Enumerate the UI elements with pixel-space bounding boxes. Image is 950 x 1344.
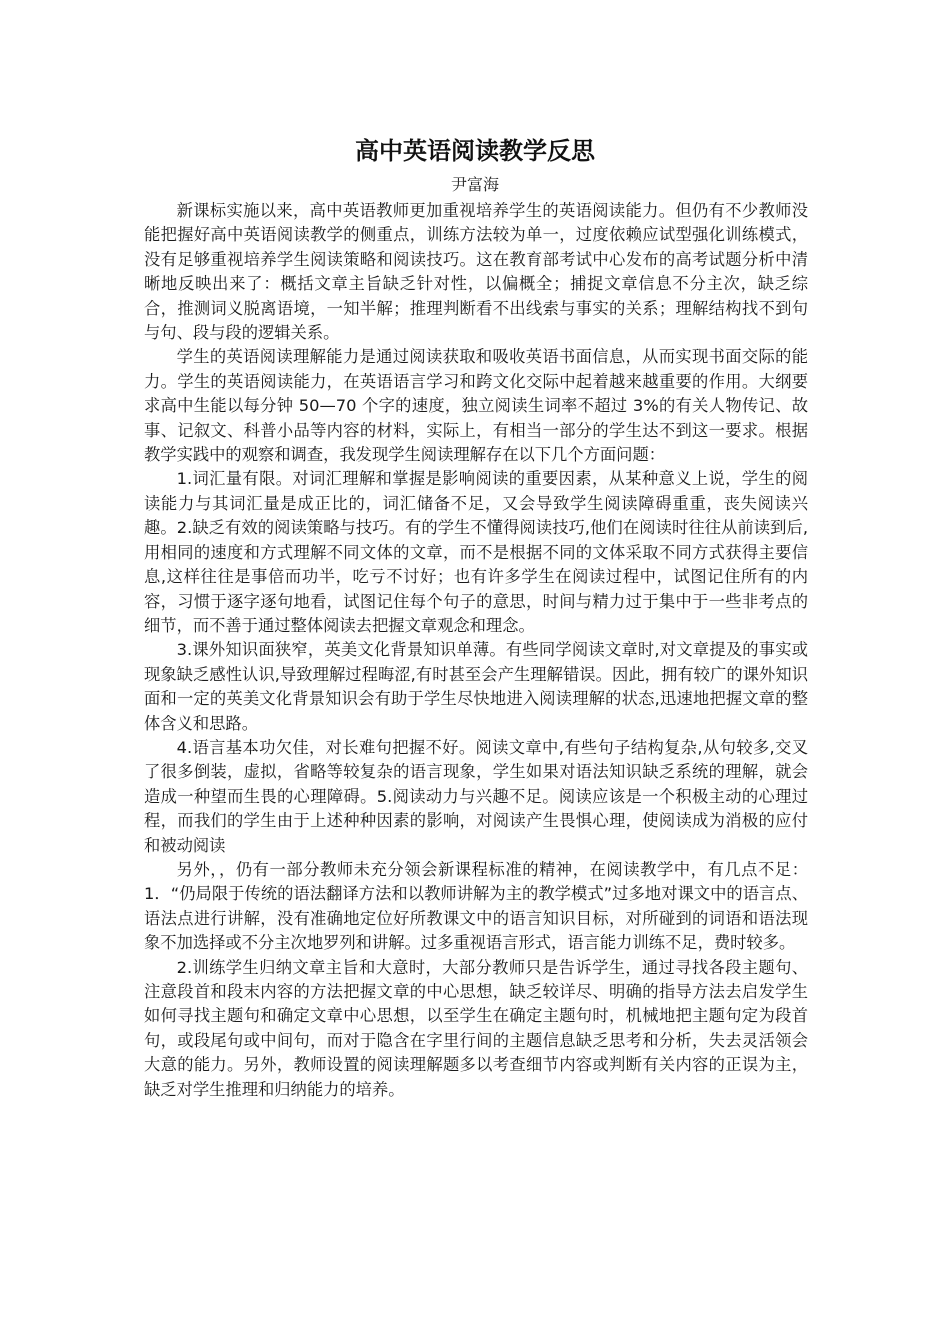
paragraph: 3.课外知识面狭窄，英美文化背景知识单薄。有些同学阅读文章时,对文章提及的事实或现象缺乏感性认识,导致理解过程晦涩,有时甚至会产生理解错误。因此，拥有较广的课外知识面和一定的英美文化背景知识会有助于学生尽快地进入阅读理解的状态,迅速地把握文章的整体含义和思路。 [144, 640, 808, 733]
paragraph: 学生的英语阅读理解能力是通过阅读获取和吸收英语书面信息，从而实现书面交际的能力。学生的英语阅读能力，在英语语言学习和跨文化交际中起着越来越重要的作用。大纲要求高中生能以每分钟 50—70 个字的速度，独立阅读生词率不超过 3%的有关人物传记、故事、记叙文、科普小品等内容的材料，实际上，有相当一部分的学生达不到这一要求。根据教学实践中的观察和调查，我发现学生阅读理解存在以下几个方面问题： [144, 347, 808, 465]
paragraph: 4.语言基本功欠佳，对长难句把握不好。阅读文章中,有些句子结构复杂,从句较多,交叉了很多倒装，虚拟，省略等较复杂的语言现象，学生如果对语法知识缺乏系统的理解，就会造成一种望而生畏的心理障碍。5.阅读动力与兴趣不足。阅读应该是一个积极主动的心理过程，而我们的学生由于上述种种因素的影响，对阅读产生畏惧心理，使阅读成为消极的应付和被动阅读 [144, 737, 808, 855]
author-name: 尹富海 [450, 175, 499, 194]
paragraph: 另外，，仍有一部分教师未充分领会新课程标准的精神，在阅读教学中，有几点不足：1．“仍局限于传统的语法翻译方法和以教师讲解为主的教学模式”过多地对课文中的语言点、语法点进行讲解，没有准确地定位好所教课文中的语言知识目标，对所碰到的词语和语法现象不加选择或不分主次地罗列和讲解。过多重视语言形式，语言能力训练不足，费时较多。 [144, 859, 808, 953]
document-body [144, 199, 808, 1102]
paragraph: 1.词汇量有限。对词汇理解和掌握是影响阅读的重要因素，从某种意义上说，学生的阅读能力与其词汇量是成正比的，词汇储备不足，又会导致学生阅读障碍重重，丧失阅读兴趣。2.缺乏有效的阅读策略与技巧。有的学生不懂得阅读技巧,他们在阅读时往往从前读到后,用相同的速度和方式理解不同文体的文章，而不是根据不同的文体采取不同方式获得主要信息,这样往往是事倍而功半，吃亏不讨好；也有许多学生在阅读过程中，试图记住所有的内容，习惯于逐字逐句地看，试图记住每个句子的意思，时间与精力过于集中于一些非考点的细节，而不善于通过整体阅读去把握文章观念和理念。 [144, 469, 808, 635]
paragraph: 新课标实施以来，高中英语教师更加重视培养学生的英语阅读能力。但仍有不少教师没能把握好高中英语阅读教学的侧重点，训练方法较为单一，过度依赖应试型强化训练模式，没有足够重视培养学生阅读策略和阅读技巧。这在教育部考试中心发布的高考试题分析中清晰地反映出来了：概括文章主旨缺乏针对性，以偏概全；捕捉文章信息不分主次，缺乏综合，推测词义脱离语境，一知半解；推理判断看不出线索与事实的关系；理解结构找不到句与句、段与段的逻辑关系。 [144, 201, 808, 343]
document-title: 高中英语阅读教学反思 [355, 137, 595, 165]
paragraph: 2.训练学生归纳文章主旨和大意时，大部分教师只是告诉学生，通过寻找各段主题句、注意段首和段末内容的方法把握文章的中心思想，缺乏较详尽、明确的指导方法去启发学生如何寻找主题句和确定文章中心思想，以至学生在确定主题句时，机械地把主题句定为段首句，或段尾句或中间句，而对于隐含在字里行间的主题信息缺乏思考和分析，失去灵活领会大意的能力。另外，教师设置的阅读理解题多以考查细节内容或判断有关内容的正误为主，缺乏对学生推理和归纳能力的培养。 [144, 957, 808, 1099]
